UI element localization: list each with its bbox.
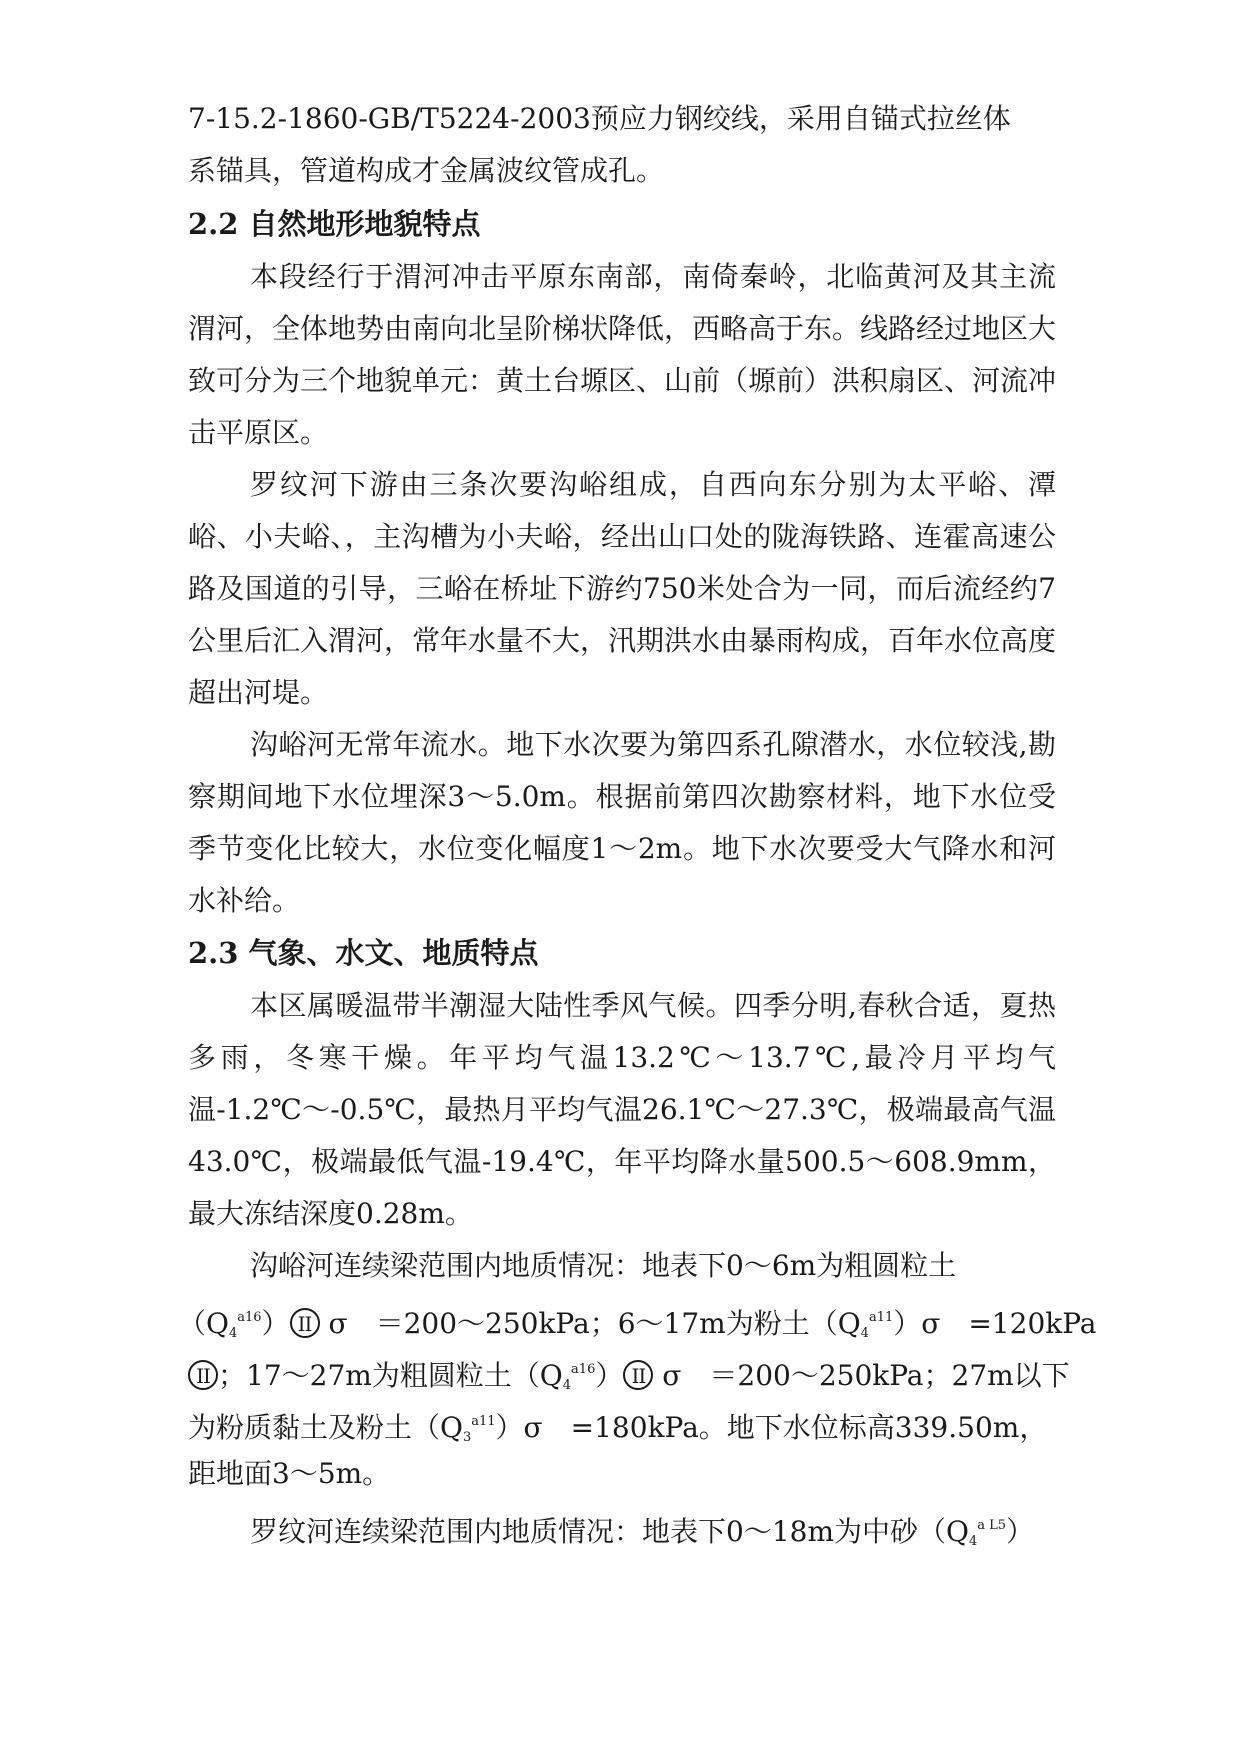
geology-line-5: 距地面3～5m。 (188, 1457, 391, 1490)
paragraph-groundwater: 沟峪河无常年流水。地下水次要为第四系孔隙潜水，水位较浅,勘察期间地下水位埋深3～5.0m。根据前第四次勘察材料，地下水位受季节变化比较大，水位变化幅度1～2m。地下水次要受大气降水和河水补给。 (188, 728, 1056, 917)
subscript: 4 (228, 1326, 238, 1341)
grade-circle-icon: II (188, 1360, 218, 1390)
grade-circle-icon: II (623, 1360, 653, 1390)
section-heading-2-3: 2.3 气象、水文、地质特点 (188, 936, 539, 970)
text-segment: σ ＝200～250kPa；6～17m为粉土（Q (319, 1307, 861, 1340)
text-segment: （Q (178, 1307, 229, 1340)
paragraph-luowen-geology (250, 1500, 1118, 1568)
text-segment: ；17～27m为粗圆粒土（Q (218, 1359, 563, 1392)
superscript: a16 (237, 1310, 262, 1325)
paragraph-terrain: 本段经行于渭河冲击平原东南部，南倚秦岭，北临黄河及其主流渭河，全体地势由南向北呈阶梯状降低，西略高于东。线路经过地区大致可分为三个地貌单元：黄土台塬区、山前（塬前）洪积扇区、河流冲击平原区。 (188, 260, 1057, 449)
paragraph-luowen-river: 罗纹河下游由三条次要沟峪组成，自西向东分别为太平峪、潭峪、小夫峪、，主沟槽为小夫峪，经出山口处的陇海铁路、连霍高速公路及国道的引导，三峪在桥址下游约750米处合为一同，而后流经约7公里后汇入渭河，常年水量不大，汛期洪水由暴雨构成，百年水位高度超出河堤。 (188, 468, 1057, 709)
text-segment: ） (595, 1359, 624, 1392)
subscript: 4 (968, 1534, 978, 1549)
text-segment: ） (1006, 1515, 1035, 1548)
text-segment: ）σ =180kPa。地下水位标高339.50m， (495, 1411, 1048, 1444)
superscript: a L5 (977, 1518, 1007, 1533)
paragraph-intro-line-2: 系锚具，管道构成才金属波纹管成孔。 (188, 154, 665, 187)
text-segment: ） (261, 1307, 290, 1340)
section-heading-2-2: 2.2 自然地形地貌特点 (188, 207, 481, 241)
subscript: 3 (462, 1430, 472, 1445)
subscript: 4 (860, 1326, 869, 1341)
text-segment: ）σ =120kPa (893, 1307, 1097, 1340)
superscript: a11 (868, 1310, 894, 1325)
text-segment: 为粉质黏土及粉土（Q (188, 1411, 463, 1444)
superscript: a16 (571, 1362, 596, 1377)
superscript: a11 (471, 1414, 496, 1429)
grade-circle-icon: II (290, 1308, 320, 1338)
geology-line-1: 沟峪河连续梁范围内地质情况：地表下0～6m为粗圆粒土 (250, 1249, 957, 1282)
paragraph-climate: 本区属暖温带半潮湿大陆性季风气候。四季分明,春秋合适，夏热多雨，冬寒干燥。年平均气温13.2℃～13.7℃,最冷月平均气温-1.2℃～-0.5℃，最热月平均气温26.1℃～27.3℃，极端最高气温43.0℃，极端最低气温-19.4℃，年平均降水量500.5～608.9mm，最大冻结深度0.28m。 (188, 989, 1056, 1230)
text-segment: 罗纹河连续梁范围内地质情况：地表下0～18m为中砂（Q (250, 1515, 969, 1548)
text-segment: σ ＝200～250kPa；27m以下 (653, 1359, 1070, 1392)
subscript: 4 (562, 1378, 572, 1393)
paragraph-intro-line-1: 7-15.2-1860-GB/T5224-2003预应力钢绞线，采用自锚式拉丝体 (188, 102, 1011, 135)
